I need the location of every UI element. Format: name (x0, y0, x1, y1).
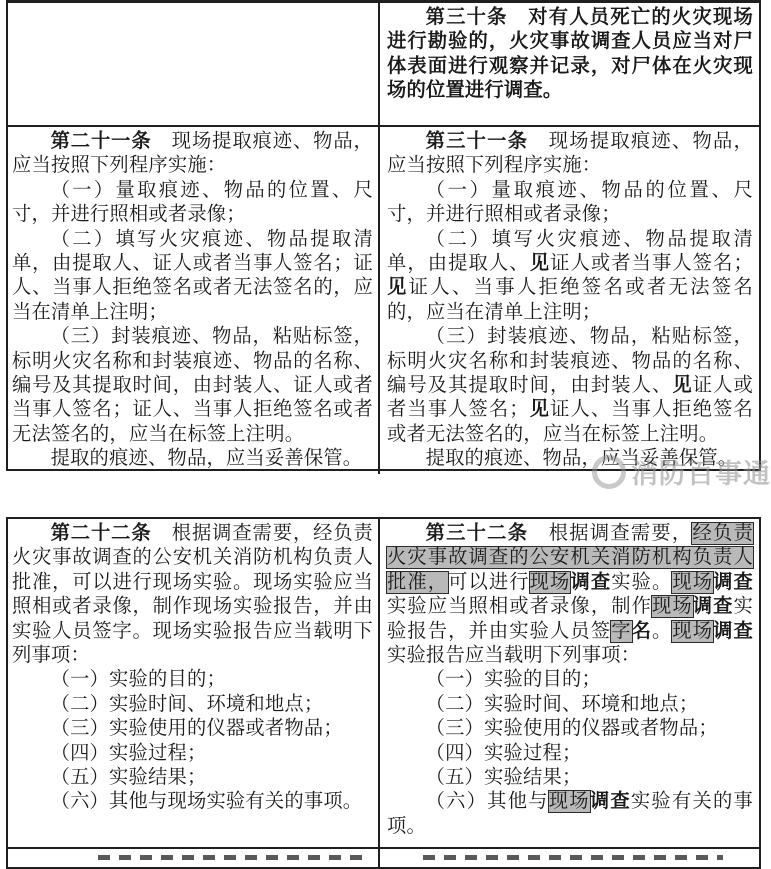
paragraph (387, 717, 753, 741)
deleted-text-highlight: 现场 (529, 571, 571, 593)
paragraph (387, 790, 753, 839)
text-run: （三）封装痕迹、物品，粘贴标签，标明火灾名称和封装痕迹、物品的名称、编号及其提取时间，由封装人、证人或者当事人签名；证人、当事人拒绝签名或者无法签名的，应当在标签上注明。 (12, 326, 373, 445)
deleted-text-highlight: 现场 (651, 596, 693, 618)
paragraph (387, 325, 753, 447)
deleted-text-highlight: 现场 (672, 571, 714, 593)
added-bold-text: 见 (529, 253, 551, 275)
revised-text-cell (380, 849, 759, 867)
deleted-text-highlight: 现场 (672, 620, 714, 642)
revised-text-cell (380, 3, 759, 125)
text-run: （一）实验的目的； (50, 669, 226, 691)
paragraph (12, 766, 373, 790)
added-bold-text: 第二十一条 (50, 131, 152, 152)
added-bold-text: 见 (672, 375, 693, 397)
paragraph (387, 742, 753, 766)
added-bold-text: 见 (528, 399, 551, 421)
revised-text-cell (380, 519, 759, 847)
added-bold-text: 第二十二条 (50, 523, 152, 544)
deleted-text-highlight: 现场 (548, 791, 590, 813)
paragraph (387, 130, 753, 179)
original-text-cell (8, 519, 380, 847)
text-run: （六）其他与现场实验有关的事项。 (50, 791, 363, 813)
text-run: 证人或者当事人签名； (550, 253, 754, 275)
original-text-cell (8, 3, 380, 125)
deleted-text-highlight: 字 (611, 620, 632, 642)
added-bold-text: 对有人员死亡的火灾现场进行勘验的，火灾事故调查人员应当对尸体表面进行观察并记录，对尸体在火灾现场的位置进行调查。 (387, 7, 753, 102)
paragraph (387, 693, 753, 717)
text-run: （一）量取痕迹、物品的位置、尺寸，并进行照相或者录像； (387, 179, 753, 226)
table-row (8, 3, 759, 125)
paragraph (12, 790, 373, 814)
paragraph (12, 717, 373, 741)
added-bold-text: 调查 (692, 596, 734, 618)
text-run: 现场提取痕迹、物品，应当按照下列程序实施： (387, 131, 753, 177)
text-run: （五）实验结果； (425, 767, 582, 789)
paragraph (387, 522, 753, 668)
text-run: 实验应当照相或者录像，制作 (387, 596, 652, 618)
revised-text-cell (380, 127, 759, 474)
text-run: 实验报告应当载明下列事项： (387, 645, 641, 667)
paragraph (387, 766, 753, 790)
text-run: 实验。 (611, 571, 673, 593)
added-bold-text: 调查 (713, 571, 753, 593)
paragraph (387, 447, 753, 471)
text-run: （六）其他与 (425, 791, 549, 813)
text-run: （四）实验过程； (425, 742, 582, 764)
text-run: 。 (651, 620, 673, 642)
text-run: （五）实验结果； (50, 767, 207, 789)
text-run: 可以进行 (448, 571, 530, 593)
added-bold-text: 第三十一条 (425, 131, 529, 152)
text-run: （三）实验使用的仪器或者物品； (50, 718, 343, 740)
text-run: （二）填写火灾痕迹、物品提取清单，由提取人、 (387, 228, 753, 275)
paragraph (12, 668, 373, 692)
text-run: 提取的痕迹、物品，应当妥善保管。 (425, 448, 738, 470)
paragraph (12, 522, 373, 668)
paragraph (12, 447, 373, 471)
paragraph (387, 179, 753, 228)
text-run: （三）实验使用的仪器或者物品； (425, 718, 718, 740)
text-run: （一）实验的目的； (425, 669, 601, 691)
text-run: 证人、当事人拒绝签名或者无法签名的，应当在清单上注明； (387, 277, 754, 323)
text-run: （二）填写火灾痕迹、物品提取清单，由提取人、证人或者当事人签名；证人、当事人拒绝签名或者无法签名的，应当在清单上注明； (12, 228, 373, 323)
added-bold-text: 调查 (713, 620, 754, 642)
paragraph (12, 742, 373, 766)
text-run: 根据调查需要， (528, 523, 693, 544)
paragraph (12, 325, 373, 447)
text-run: 根据调查需要，经负责火灾事故调查的公安机关消防机构负责人批准，可以进行现场实验。现场实验应当照相或者录像，制作现场实验报告，并由实验人员签字。现场实验报告应当载明下列事项： (12, 523, 374, 667)
text-run: （二）实验时间、环境和地点； (50, 693, 324, 715)
text-run: （二）实验时间、环境和地点； (425, 693, 699, 715)
watermark-text: 消防百事通 (631, 459, 771, 489)
paragraph (387, 228, 753, 326)
added-bold-text: 第三十二条 (425, 523, 529, 544)
text-run: 实验报告，并由实验人员签 (387, 596, 753, 642)
added-bold-text: 调查 (589, 791, 631, 813)
text-run: （四）实验过程； (50, 742, 207, 764)
paragraph (12, 130, 373, 179)
text-run: （一）量取痕迹、物品的位置、尺寸，并进行照相或者录像； (12, 179, 373, 226)
text-run: （三）封装痕迹、物品，粘贴标签，标明火灾名称和封装痕迹、物品的名称、编号及其提取时间，由封装人、 (387, 326, 753, 397)
text-run: 证人、当事人拒绝签名或者无法签名的，应当在标签上注明。 (387, 399, 754, 445)
added-bold-text: 名 (631, 620, 652, 642)
paragraph (12, 228, 373, 326)
text-run: 证人或者当事人签名； (387, 375, 753, 421)
comparison-table-bottom (6, 517, 761, 869)
paragraph (387, 6, 753, 104)
table-row (8, 125, 759, 474)
table-row (8, 519, 759, 847)
comparison-table-top (6, 0, 761, 471)
text-run: 实验有关的事项。 (387, 791, 754, 837)
added-bold-text: 第三十条 (425, 7, 508, 28)
text-run: 提取的痕迹、物品，应当妥善保管。 (50, 448, 363, 470)
text-run: 现场提取痕迹、物品，应当按照下列程序实施： (12, 131, 374, 177)
deleted-text-highlight: 经负责火灾事故调查的公安机关消防机构负责人批准， (387, 523, 753, 593)
paragraph (12, 693, 373, 717)
paragraph (12, 179, 373, 228)
paragraph (387, 668, 753, 692)
table-row (8, 847, 759, 867)
added-bold-text: 见 (387, 277, 409, 299)
original-text-cell (8, 849, 380, 867)
original-text-cell (8, 127, 380, 474)
added-bold-text: 调查 (570, 571, 612, 593)
